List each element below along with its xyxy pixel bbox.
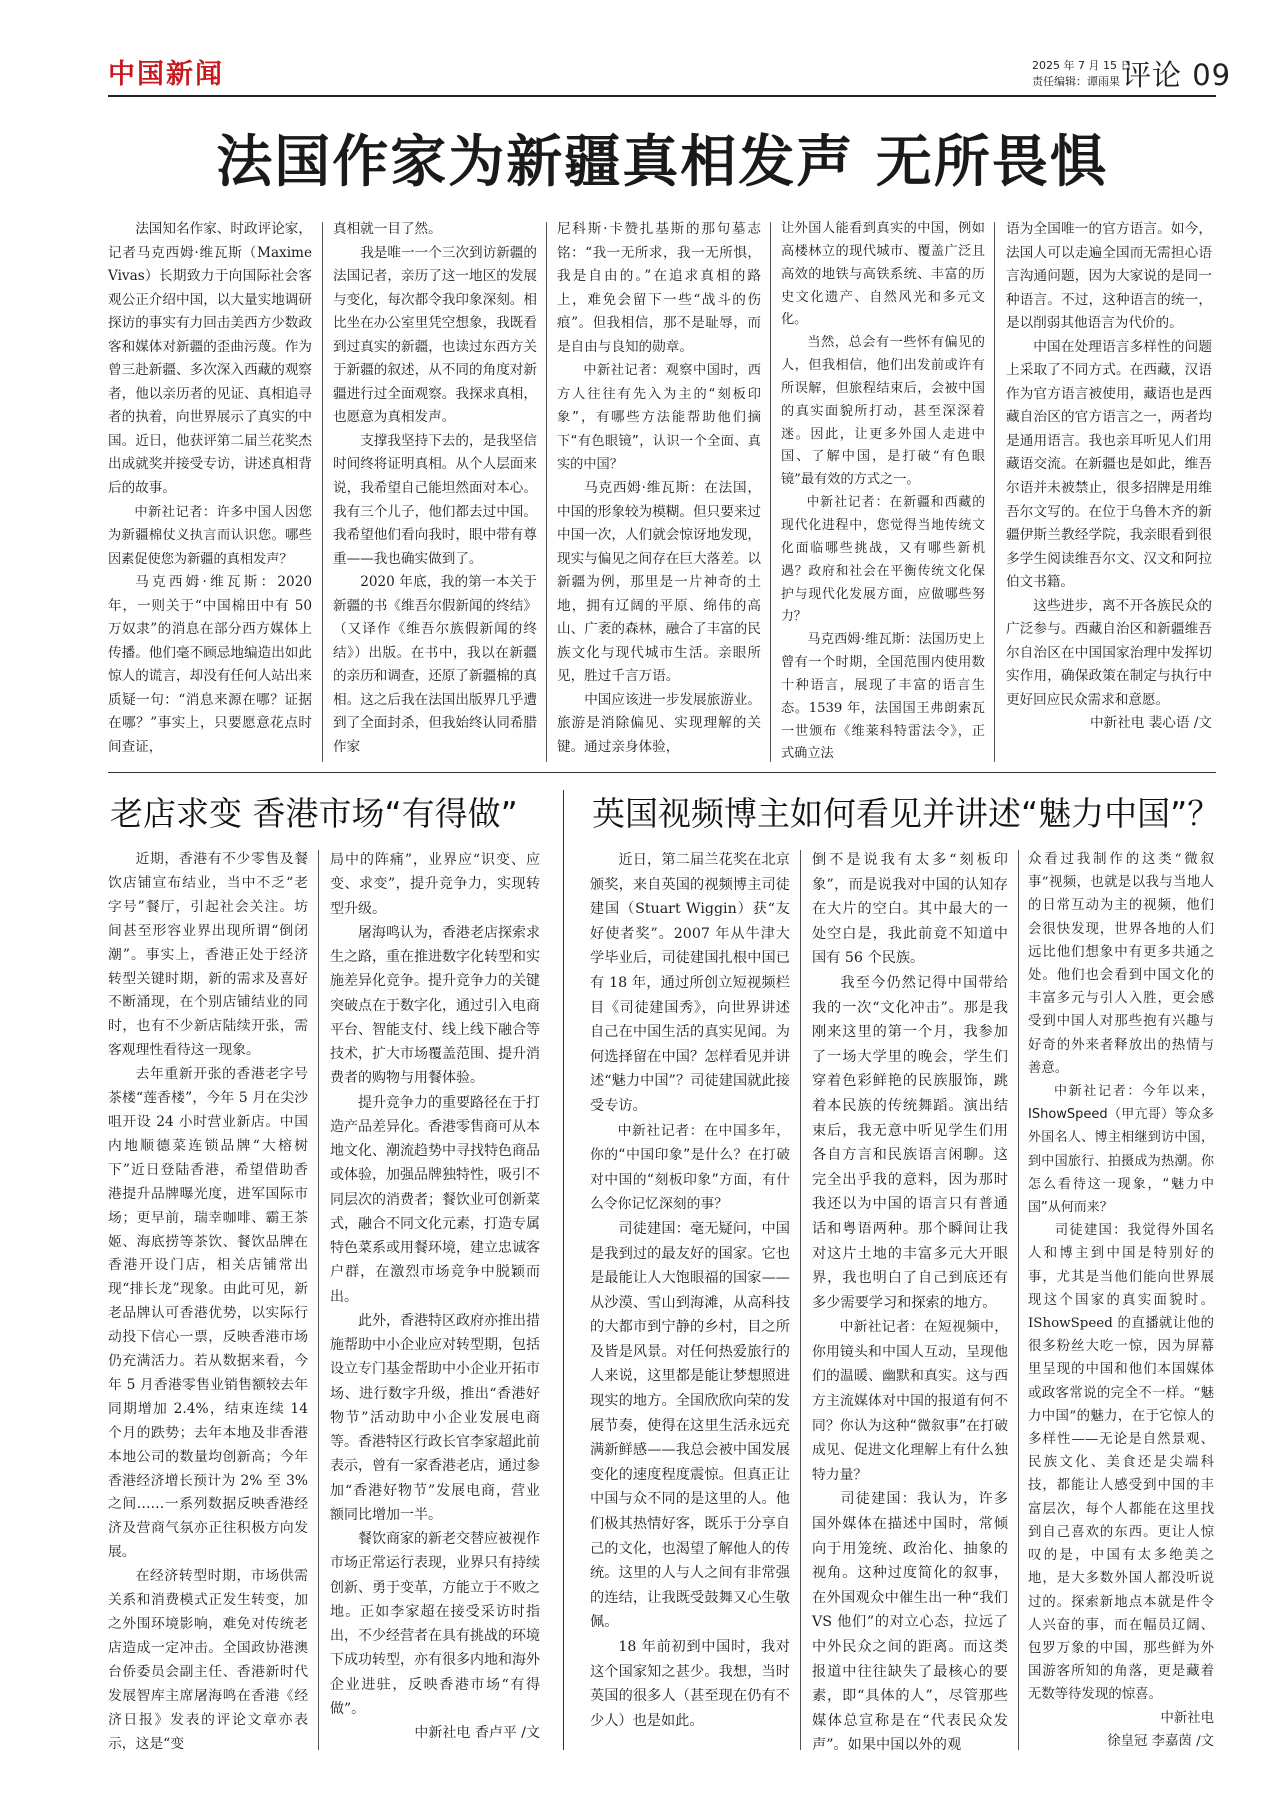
- paragraph: 众看过我制作的这类“微叙事”视频，也就是以我与当地人的日常互动为主的视频，他们会很快发现，世界各地的人们远比他们想象中有更多共通之处。他们也会看到中国文化的丰富多元与引人入胜，更会感受到中国人对那些抱有兴趣与好奇的外来者释放出的热情与善意。: [1028, 852, 1214, 1076]
- article3-column-1: [590, 848, 790, 1733]
- column-divider: [318, 850, 319, 1750]
- paragraph: 当然，总会有一些怀有偏见的人，但我相信，他们出发前或许有所误解，但旅程结束后，会被中国的真实面貌所打动，甚至深深着迷。因此，让更多外国人走进中国、了解中国，是打破“有色眼镜”最有效的方式之一。: [781, 335, 985, 488]
- paragraph: 屠海鸣认为，香港老店探索求生之路，重在推进数字化转型和实施差异化竞争。提升竞争力的关键突破点在于数字化，通过引入电商平台、智能支付、线上线下融合等技术，扩大市场覆盖范围、提升消费者的购物与用餐体验。: [330, 924, 540, 1087]
- article2-column-1: [108, 848, 308, 1756]
- paragraph: 马克西姆·维瓦斯：法国历史上曾有一个时期，全国范围内使用数十种语言，展现了丰富的语言生态。1539 年，法国国王弗朗索瓦一世颁布《维莱科特雷法令》，正式确立法: [781, 632, 985, 762]
- paragraph: 司徒建国：毫无疑问，中国是我到过的最友好的国家。它也是最能让人大饱眼福的国家——从沙漠、雪山到海滩，从高科技的大都市到宁静的乡村，目之所及皆是风景。对任何热爱旅行的人来说，这里都是能让梦想照进现实的地方。全国欣欣向荣的发展节奏，使得在这里生活永远充满新鲜感——我总会被中国发展变化的速度程度震惊。但真正让中国与众不同的是这里的人。他们极其热情好客，既乐于分享自己的文化，也渴望了解他人的传统。这里的人与人之间有非常强的连结，让我既受鼓舞又心生敬佩。: [590, 1220, 790, 1631]
- paragraph: 近日，第二届兰花奖在北京颁奖，来自英国的视频博主司徒建国（Stuart Wiggin）获“友好使者奖”。2007 年从牛津大学毕业后，司徒建国扎根中国已有 18 年，通过所创立短视频栏目《司徒建国秀》，向世界讲述自己在中国生活的真实见闻。为何选择留在中国？怎样看见并讲述“魅力中国”？司徒建国就此接受专访。: [590, 852, 790, 1114]
- column-divider: [800, 850, 801, 1750]
- paragraph: 18 年前初到中国时，我对这个国家知之甚少。我想，当时英国的很多人（甚至现在仍有不少人）也是如此。: [590, 1639, 790, 1729]
- paragraph: 司徒建国：我认为，许多国外媒体在描述中国时，常倾向于用笼统、政治化、抽象的视角。这种过度简化的叙事，在外国观众中催生出一种“我们 VS 他们”的对立心态，拉远了中外民众之间的距离。而这类报道中往往缺失了最核心的要素，即“具体的人”，尽管那些媒体总宣称是在“代表民众发声”。如果中国以外的观: [812, 1491, 1008, 1754]
- section-divider-vertical: [563, 790, 564, 1750]
- section-label: 评论 09: [1122, 58, 1232, 92]
- column-divider: [546, 222, 547, 762]
- section-divider: [108, 772, 1216, 773]
- paragraph: 中新社记者：观察中国时，西方人往往有先入为主的“刻板印象”，有哪些方法能帮助他们摘下“有色眼镜”，认识一个全面、真实的中国？: [557, 363, 761, 473]
- article2-column-2: [330, 848, 540, 1745]
- paragraph: 中国在处理语言多样性的问题上采取了不同方式。在西藏，汉语作为官方语言被使用，藏语也是西藏自治区的官方语言之一，两者均是通用语言。我也亲耳听见人们用藏语交流。在新疆也是如此，维吾尔语并未被禁止，很多招牌是用维吾尔文写的。在位于乌鲁木齐的新疆伊斯兰教经学院，我亲眼看到很多学生阅读维吾尔文、汉文和阿拉伯文书籍。: [1006, 338, 1212, 591]
- paragraph: 中国应该进一步发展旅游业。旅游是消除偏见、实现理解的关键。通过亲身体验，: [557, 691, 761, 756]
- paragraph: 近期，香港有不少零售及餐饮店铺宣布结业，当中不乏“老字号”餐厅，引起社会关注。坊间甚至形容业界出现所谓“倒闭潮”。事实上，香港正处于经济转型关键时期，新的需求及喜好不断涌现，在个别店铺结业的同时，也有不少新店陆续开张，需客观理性看待这一现象。: [108, 851, 308, 1059]
- paragraph: 让外国人能看到真实的中国，例如高楼林立的现代城市、覆盖广泛且高效的地铁与高铁系统、丰富的历史文化遗产、自然风光和多元文化。: [781, 221, 985, 328]
- article1-column-5: [1006, 218, 1212, 736]
- paragraph: 尼科斯·卡赞扎基斯的那句墓志铭：“我一无所求，我一无所惧，我是自由的。”在追求真相的路上，难免会留下一些“战斗的伤痕”。但我相信，那不是耻辱，而是自由与良知的勋章。: [557, 221, 761, 355]
- article3-column-2: [812, 848, 1008, 1758]
- paragraph: 中新社记者：许多中国人因您为新疆棉仗义执言而认识您。哪些因素促使您为新疆的真相发声？: [108, 504, 312, 567]
- paragraph: 去年重新开张的香港老字号茶楼“莲香楼”，今年 5 月在尖沙咀开设 24 小时营业新店。中国内地顺德菜连锁品牌“大榕树下”近日登陆香港，希望借助香港提升品牌曝光度，进军国际市场；更早前，瑞幸咖啡、霸王茶姬、海底捞等茶饮、餐饮品牌在香港开设门店，相关店铺常出现“排长龙”现象。由此可见，新老品牌认可香港优势，以实际行动投下信心一票，反映香港市场仍充满活力。若从数据来看，今年 5 月香港零售业销售额较去年同期增加 2.4%，结束连续 14 个月的跌势；去年本地及非香港本地公司的数量均创新高；今年香港经济增长预计为 2% 至 3% 之间……一系列数据反映香港经济及营商气氛亦正往积极方向发展。: [108, 1066, 308, 1561]
- newspaper-brand-logo: 中国新闻: [108, 59, 224, 90]
- paragraph: 中新社记者：今年以来，IShowSpeed（甲亢哥）等众多外国名人、博主相继到访中国，到中国旅行、拍摄成为热潮。你怎么看待这一现象，“魅力中国”从何而来？: [1028, 1084, 1214, 1216]
- paragraph: 真相就一目了然。: [333, 221, 442, 237]
- paragraph: 局中的阵痛”，业界应“识变、应变、求变”，提升竞争力，实现转型升级。: [330, 852, 540, 917]
- paragraph: 中新社记者：在新疆和西藏的现代化进程中，您觉得当地传统文化面临哪些挑战，又有哪些新机遇？政府和社会在平衡传统文化保护与现代化发展方面，应做哪些努力？: [781, 495, 985, 625]
- paragraph: 马克西姆·维瓦斯：在法国，中国的形象较为模糊。但只要来过中国一次，人们就会惊讶地发现，现实与偏见之间存在巨大落差。以新疆为例，那里是一片神奇的土地，拥有辽阔的平原、绵伟的高山、广袤的森林，融合了丰富的民族文化与现代城市生活。亲眼所见，胜过千言万语。: [557, 480, 761, 685]
- paragraph: 马克西姆·维瓦斯：2020 年，一则关于“中国棉田中有 50 万奴隶”的消息在部分西方媒体上传播。他们毫不顾忌地编造出如此惊人的谎言，却没有任何人站出来质疑一句：“消息来源在哪？证据在哪？”事实上，只要愿意花点时间查证，: [108, 574, 312, 756]
- article3-headline: 英国视频博主如何看见并讲述“魅力中国”？: [592, 794, 1221, 833]
- paragraph: 倒不是说我有太多“刻板印象”，而是说我对中国的认知存在大片的空白。其中最大的一处空白是，我此前竟不知道中国有 56 个民族。: [812, 852, 1008, 967]
- masthead: [0, 0, 1280, 110]
- paragraph: 我至今仍然记得中国带给我的一次“文化冲击”。那是我刚来这里的第一个月，我参加了一场大学里的晚会，学生们穿着色彩鲜艳的民族服饰，跳着本民族的传统舞蹈。演出结束后，我无意中听见学生们用各自方言和民族语言闲聊。这完全出乎我的意料，因为那时我还以为中国的语言只有普通话和粤语两种。那个瞬间让我对这片土地的丰富多元大开眼界，我也明白了自己到底还有多少需要学习和探索的地方。: [812, 974, 1008, 1311]
- paragraph: 在经济转型时期，市场供需关系和消费模式正发生转变，加之外围环境影响，难免对传统老店造成一定冲击。全国政协港澳台侨委员会副主任、香港新时代发展智库主席屠海鸣在香港《经济日报》发表的评论文章亦表示，这是“变: [108, 1568, 308, 1752]
- article2-headline: 老店求变 香港市场“有得做”: [110, 794, 518, 833]
- issue-editor: 责任编辑：谭雨果: [1032, 75, 1120, 88]
- byline: 中新社电 香卢平 /文: [414, 1725, 540, 1741]
- byline: 中新社电 裴心语 /文: [1090, 715, 1212, 732]
- issue-date: 2025 年 7 月 15 日: [1032, 59, 1132, 72]
- byline: 徐皇冠 李嘉茵 /文: [1107, 1733, 1214, 1749]
- article1-column-4: [781, 218, 985, 766]
- paragraph: 中新社记者：在中国多年，你的“中国印象”是什么？在打破对中国的“刻板印象”方面，有什么令你记忆深刻的事？: [590, 1122, 790, 1213]
- paragraph: 我是唯一一个三次到访新疆的法国记者，亲历了这一地区的发展与变化，每次都令我印象深刻。相比坐在办公室里凭空想象，我既看到过真实的新疆，也读过东西方关于新疆的叙述，从不同的角度对新疆进行过全面观察。我探求真相，也愿意为真相发声。: [333, 244, 537, 426]
- paragraph: 中新社记者：在短视频中，你用镜头和中国人互动，呈现他们的温暖、幽默和真实。这与西方主流媒体对中国的报道有何不同？你认为这种“微叙事”在打破成见、促进文化理解上有什么独特力量？: [812, 1319, 1008, 1483]
- column-divider: [994, 222, 995, 762]
- article1-column-1: [108, 218, 312, 760]
- paragraph: 司徒建国：我觉得外国名人和博主到中国是特别好的事，尤其是当他们能向世界展现这个国家的真实面貌时。IShowSpeed 的直播就让他的很多粉丝大吃一惊，因为屏幕里呈现的中国和他们本国媒体或政客常说的完全不一样。“魅力中国”的魅力，在于它惊人的多样性——无论是自然景观、民族文化、美食还是尖端科技，都能让人感受到中国的丰富层次，每个人都能在这里找到自己喜欢的东西。更让人惊叹的是，中国有太多绝美之地，是大多数外国人都没听说过的。探索新地点本就是件令人兴奋的事，而在幅员辽阔、包罗万象的中国，那些鲜为外国游客所知的角落，更是藏着无数等待发现的惊喜。: [1028, 1223, 1214, 1703]
- article1-headline: 法国作家为新疆真相发声 无所畏惧: [216, 129, 1108, 195]
- column-divider: [322, 222, 323, 762]
- column-divider: [770, 222, 771, 762]
- article3-column-3: [1028, 848, 1214, 1753]
- masthead-divider: [108, 95, 1216, 97]
- paragraph: 语为全国唯一的官方语言。如今，法国人可以走遍全国而无需担心语言沟通问题，因为大家说的是同一种语言。不过，这种语言的统一，是以削弱其他语言为代价的。: [1006, 221, 1212, 332]
- paragraph: 这些进步，离不开各族民众的广泛参与。西藏自治区和新疆维吾尔自治区在中国国家治理中发挥切实作用，确保政策在制定与执行中更好回应民众需求和意愿。: [1006, 597, 1212, 708]
- issue-meta: [1032, 58, 1131, 90]
- paragraph: 此外，香港特区政府亦推出措施帮助中小企业应对转型期，包括设立专门基金帮助中小企业开拓市场、进行数字升级，推出“香港好物节”活动助中小企业发展电商等。香港特区行政长官李家超此前表示，曾有一家香港老店，通过参加“香港好物节”发展电商，营业额同比增加一半。: [330, 1312, 540, 1523]
- paragraph: 提升竞争力的重要路径在于打造产品差异化。香港零售商可从本地文化、潮流趋势中寻找特色商品或体验，加强品牌独特性，吸引不同层次的消费者；餐饮业可创新菜式，融合不同文化元素，打造专属特色菜系或用餐环境，建立忠诚客户群，在激烈市场竞争中脱颖而出。: [330, 1094, 540, 1305]
- article1-column-3: [557, 218, 761, 760]
- paragraph: 餐饮商家的新老交替应被视作市场正常运行表现，业界只有持续创新、勇于变革，方能立于不败之地。正如李家超在接受采访时指出，不少经营者在具有挑战的环境下成功转型，亦有很多内地和海外企业进驻，反映香港市场“有得做”。: [330, 1531, 540, 1717]
- article1-column-2: [333, 218, 537, 760]
- paragraph: 法国知名作家、时政评论家，记者马克西姆·维瓦斯（Maxime Vivas）长期致力于向国际社会客观公正介绍中国，以大量实地调研探访的事实有力回击美西方少数政客和媒体对新疆的歪曲污蔑。作为曾三赴新疆、多次深入西藏的观察者，他以亲历者的见证、真相追寻者的执着，向世界展示了真实的中国。近日，他获评第二届兰花奖杰出成就奖并接受专访，讲述真相背后的故事。: [108, 221, 312, 497]
- column-divider: [1018, 850, 1019, 1750]
- paragraph: 支撑我坚持下去的，是我坚信时间终将证明真相。从个人层面来说，我希望自己能坦然面对本心。我有三个儿子，他们都去过中国。我希望他们看向我时，眼中带有尊重——我也确实做到了。: [333, 432, 537, 567]
- byline: 中新社电: [1160, 1710, 1214, 1726]
- paragraph: 2020 年底，我的第一本关于新疆的书《维吾尔假新闻的终结》（又译作《维吾尔族假新闻的终结》）出版。在书中，我以在新疆的亲历和调查，还原了新疆棉的真相。这之后我在法国出版界几乎遭到了全面封杀，但我始终认同希腊作家: [333, 574, 537, 756]
